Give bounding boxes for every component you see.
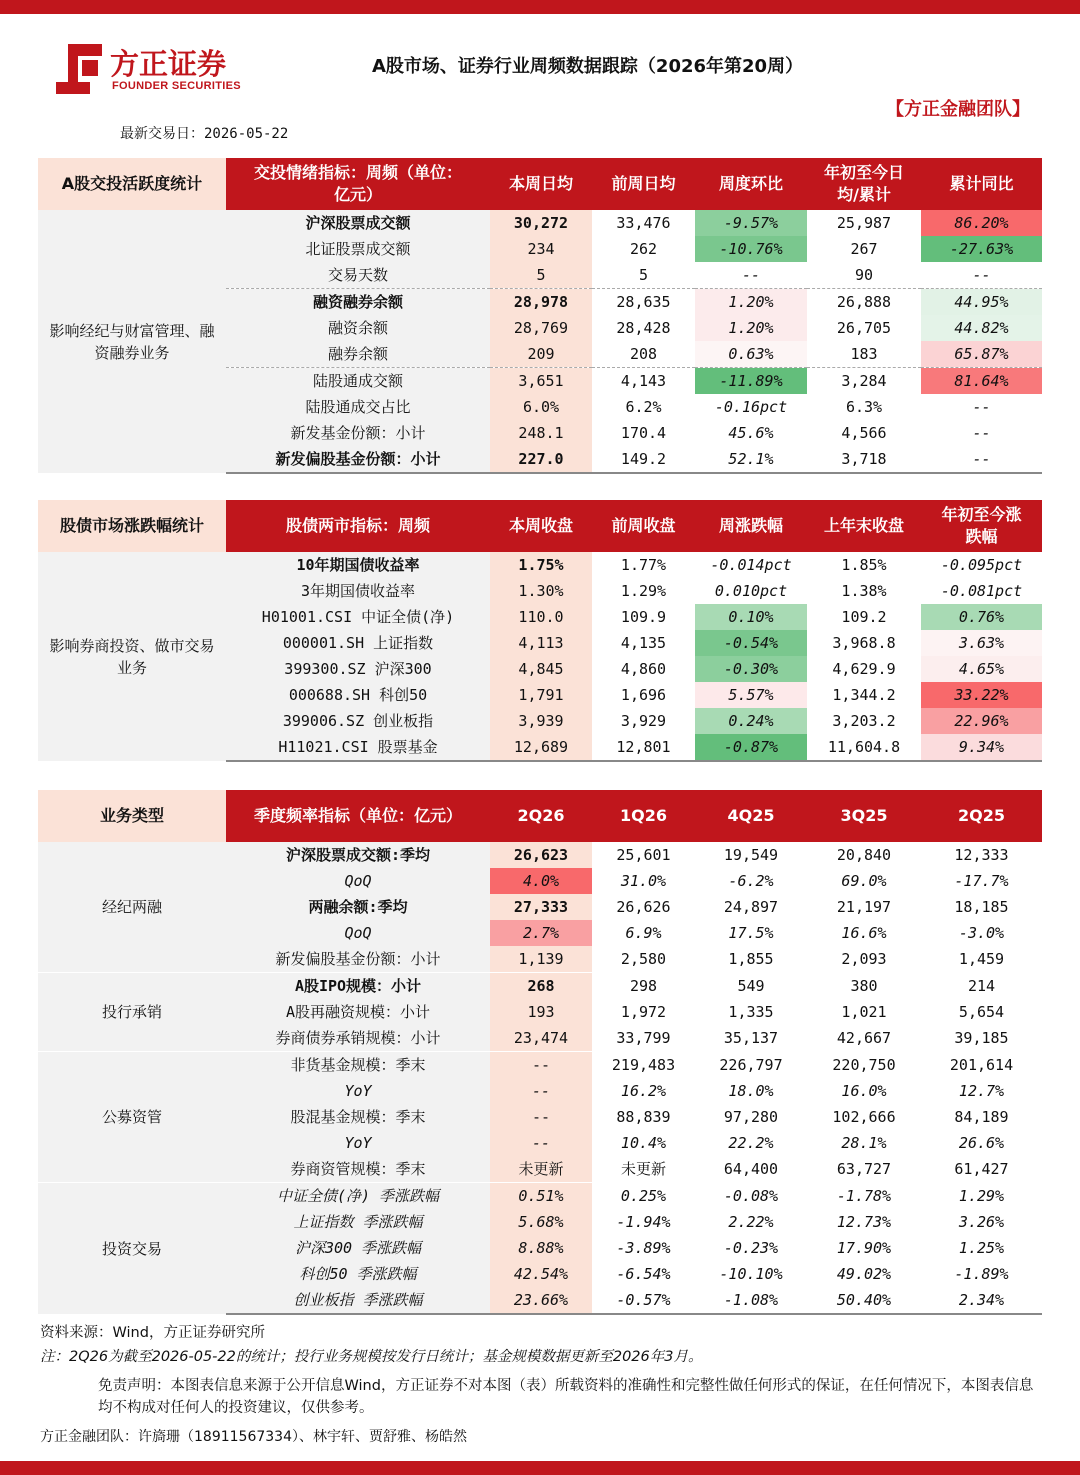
change-value: 0.63% [695, 341, 807, 368]
indicator-name: 创业板指 季涨跌幅 [226, 1287, 490, 1314]
indicator-name: QoQ [226, 868, 490, 894]
quarter-value: 1.29% [958, 1186, 1005, 1205]
ytd-value: 3,718 [807, 446, 921, 473]
yoy-value: -0.095pct [940, 556, 1023, 574]
previous-value: 4,143 [592, 368, 695, 395]
table2-header-indicator: 股债两市指标：周频 [226, 500, 490, 552]
ytd-value: 4,629.9 [832, 660, 896, 678]
indicator-name: 科创50 季涨跌幅 [226, 1261, 490, 1287]
quarter-value: -10.10% [719, 1265, 783, 1283]
quarter-value: 1,855 [728, 950, 774, 969]
indicator-name: 沪深300 季涨跌幅 [226, 1235, 490, 1261]
change-value: -0.54% [695, 630, 807, 656]
quarter-value: 5,654 [958, 1003, 1005, 1021]
quarter-value: 8.88% [490, 1235, 592, 1261]
quarter-value: 未更新 [490, 1156, 592, 1183]
indicator-name: 股混基金规模：季末 [226, 1104, 490, 1130]
quarter-value: 16.0% [841, 1082, 887, 1100]
market-activity-table [38, 158, 1042, 474]
change-value: 0.10% [695, 604, 807, 630]
current-value: 6.0% [490, 394, 592, 420]
quarter-value: 6.9% [625, 924, 662, 942]
row-category: 影响券商投资、做市交易业务 [38, 552, 226, 761]
table3-header-q1: 2Q26 [490, 790, 592, 842]
indicator-name: 陆股通成交额 [226, 368, 490, 395]
latest-trading-date: 最新交易日：2026-05-22 [120, 126, 289, 142]
quarter-value: 64,400 [723, 1160, 779, 1179]
indicator-name: 上证指数 季涨跌幅 [226, 1209, 490, 1235]
indicator-name: 非货基金规模：季末 [226, 1052, 490, 1079]
ytd-value: 4,566 [841, 424, 887, 442]
quarter-value: 10.4% [620, 1134, 667, 1152]
ytd-value: 3,203.2 [832, 712, 896, 730]
ytd-value: 267 [850, 240, 878, 258]
quarter-value: 23,474 [490, 1025, 592, 1052]
indicator-name: 融资余额 [226, 315, 490, 341]
current-value: 110.0 [490, 604, 592, 630]
ytd-value: 26,705 [836, 319, 892, 337]
quarter-value: 1,335 [728, 1003, 774, 1021]
quarter-value: 219,483 [611, 1055, 676, 1074]
indicator-name: 沪深股票成交额:季均 [226, 842, 490, 868]
quarter-value: 42,667 [836, 1029, 892, 1048]
indicator-name: 交易天数 [226, 262, 490, 289]
quarter-value: 26,623 [490, 842, 592, 868]
yoy-value: 65.87% [921, 341, 1042, 368]
quarter-value: 33,799 [616, 1029, 671, 1048]
table3-header-indicator: 季度频率指标（单位：亿元） [226, 790, 490, 842]
ytd-value: 1.85% [841, 556, 887, 574]
table3-header-q2: 1Q26 [592, 790, 695, 842]
current-value: 248.1 [490, 420, 592, 446]
quarter-value: 0.25% [620, 1186, 667, 1205]
indicator-name: YoY [226, 1078, 490, 1104]
table2-header-chg: 周涨跌幅 [695, 500, 807, 552]
table1-category-header: A股交投活跃度统计 [38, 158, 226, 210]
quarter-value: -1.08% [695, 1287, 807, 1314]
current-value: 28,978 [490, 289, 592, 316]
row-category: 经纪两融 [38, 842, 226, 973]
previous-value: 6.2% [625, 398, 662, 416]
previous-value: 33,476 [616, 214, 671, 232]
quarter-value: -3.89% [616, 1239, 671, 1257]
previous-value: 5 [638, 266, 649, 284]
change-value: 1.20% [695, 315, 807, 341]
yoy-value: 44.82% [921, 315, 1042, 341]
table1-body [38, 210, 1042, 473]
yoy-value: 86.20% [921, 210, 1042, 236]
quarter-value: 17.90% [836, 1239, 892, 1257]
table2-body [38, 552, 1042, 761]
current-value: 1.30% [490, 578, 592, 604]
table-row [38, 973, 1042, 1000]
table3-header-q5: 2Q25 [921, 790, 1042, 842]
table-row [38, 210, 1042, 236]
table2-header-prev: 前周收盘 [592, 500, 695, 552]
table3-header-q3: 4Q25 [695, 790, 807, 842]
change-value: 52.1% [695, 446, 807, 473]
quarter-value: 22.2% [728, 1134, 774, 1152]
change-value: 1.20% [695, 289, 807, 316]
change-value: 0.010pct [714, 582, 788, 600]
yoy-value: 4.65% [921, 656, 1042, 682]
change-value: -0.30% [695, 656, 807, 682]
quarter-value: 50.40% [807, 1287, 921, 1314]
quarter-value: 298 [629, 976, 658, 995]
quarter-value: 20,840 [836, 846, 892, 864]
ytd-value: 3,284 [807, 368, 921, 395]
quarter-value: 35,137 [723, 1029, 779, 1048]
quarter-value: 12.7% [958, 1082, 1005, 1100]
indicator-name: 两融余额:季均 [226, 894, 490, 920]
row-category: 公募资管 [38, 1052, 226, 1183]
bottom-accent-bar [0, 1461, 1080, 1475]
current-value: 227.0 [490, 446, 592, 473]
quarter-value: 3.26% [958, 1213, 1005, 1231]
indicator-name: H11021.CSI 股票基金 [226, 734, 490, 761]
indicator-name: 000001.SH 上证指数 [226, 630, 490, 656]
quarter-value: 16.2% [620, 1082, 667, 1100]
yoy-value: 44.95% [921, 289, 1042, 316]
quarter-value: -- [490, 1078, 592, 1104]
current-value: 28,769 [490, 315, 592, 341]
quarter-value: 380 [850, 976, 878, 995]
row-category: 影响经纪与财富管理、融资融券业务 [38, 210, 226, 473]
previous-value: 4,860 [620, 660, 667, 678]
indicator-name: YoY [226, 1130, 490, 1156]
quarter-value: -1.78% [836, 1186, 892, 1205]
previous-value: 170.4 [620, 424, 667, 442]
change-value: -0.87% [695, 734, 807, 761]
yoy-value: -- [972, 424, 991, 442]
previous-value: 28,635 [592, 289, 695, 316]
ytd-value: 90 [854, 266, 874, 284]
quarter-value: 24,897 [723, 898, 779, 916]
current-value: 209 [490, 341, 592, 368]
current-value: 1.75% [490, 552, 592, 578]
ytd-value: 1.38% [841, 582, 887, 600]
quarter-value: 未更新 [620, 1160, 666, 1179]
indicator-name: 新发偏股基金份额：小计 [226, 446, 490, 473]
quarter-value: 193 [490, 999, 592, 1025]
quarter-value: 18,185 [954, 898, 1009, 916]
quarter-value: 268 [490, 973, 592, 1000]
quarter-value: 220,750 [832, 1055, 896, 1074]
top-accent-bar [0, 0, 1080, 14]
quarter-value: 1.25% [958, 1239, 1005, 1257]
current-value: 234 [490, 236, 592, 262]
indicator-name: 3年期国债收益率 [226, 578, 490, 604]
quarter-value: 1,972 [620, 1003, 667, 1021]
quarter-value: -17.7% [954, 872, 1009, 890]
quarter-value: 31.0% [620, 872, 667, 890]
quarter-value: 2.34% [921, 1287, 1042, 1314]
current-value: 3,939 [490, 708, 592, 734]
quarter-value: -6.54% [616, 1265, 671, 1283]
quarterly-business-table [38, 790, 1042, 1315]
yoy-value: 9.34% [921, 734, 1042, 761]
brand-logo [54, 40, 264, 98]
quarter-value: 26,626 [616, 898, 671, 916]
ytd-value: 26,888 [807, 289, 921, 316]
previous-value: 262 [629, 240, 658, 258]
quarter-value: 1,021 [841, 1003, 887, 1021]
brand-name-en: FOUNDER SECURITIES [112, 80, 241, 92]
table2-category-header: 股债市场涨跌幅统计 [38, 500, 226, 552]
footnote: 注：2Q26为截至2026-05-22的统计；投行业务规模按发行日统计；基金规模数据更新至2026年3月。 [40, 1349, 703, 1365]
current-value: 3,651 [490, 368, 592, 395]
quarter-value: 42.54% [490, 1261, 592, 1287]
current-value: 30,272 [490, 210, 592, 236]
quarter-value: 84,189 [954, 1108, 1009, 1126]
quarter-value: 39,185 [954, 1029, 1009, 1048]
quarter-value: 549 [737, 976, 765, 995]
quarter-value: 17.5% [728, 924, 774, 942]
current-value: 1,791 [490, 682, 592, 708]
change-value: -- [741, 266, 761, 284]
quarter-value: 226,797 [719, 1055, 783, 1074]
previous-value: 1.29% [620, 582, 667, 600]
quarter-value: 69.0% [841, 872, 887, 890]
table-row [38, 842, 1042, 868]
quarter-value: 1,459 [958, 950, 1005, 969]
quarter-value: 97,280 [723, 1108, 779, 1126]
quarter-value: 49.02% [836, 1265, 892, 1283]
ytd-value: 1,344.2 [832, 686, 896, 704]
yoy-value: 0.76% [921, 604, 1042, 630]
table1-header-cur: 本周日均 [490, 158, 592, 210]
current-value: 4,113 [490, 630, 592, 656]
quarter-value: 61,427 [954, 1160, 1009, 1179]
indicator-name: 新发基金份额：小计 [226, 420, 490, 446]
yoy-value: -- [972, 398, 991, 416]
quarter-value: 1,139 [490, 946, 592, 973]
quarter-value: 88,839 [616, 1108, 671, 1126]
page-title: A股市场、证券行业周频数据跟踪（2026年第20周） [372, 56, 804, 77]
quarter-value: -1.89% [954, 1265, 1009, 1283]
quarter-value: -6.2% [728, 872, 774, 890]
indicator-name: A股IPO规模：小计 [226, 973, 490, 1000]
table1-header-prev: 前周日均 [592, 158, 695, 210]
brand-name-cn: 方正证券 [110, 47, 227, 81]
indicator-name: 399300.SZ 沪深300 [226, 656, 490, 682]
table1-header-chg: 周度环比 [695, 158, 807, 210]
quarter-value: 23.66% [490, 1287, 592, 1314]
founder-logo-icon [54, 42, 104, 96]
yoy-value: -27.63% [921, 236, 1042, 262]
quarter-value: -0.23% [723, 1239, 779, 1257]
indicator-name: 新发偏股基金份额：小计 [226, 946, 490, 973]
ytd-value: 6.3% [845, 398, 883, 416]
indicator-name: 融资融券余额 [226, 289, 490, 316]
yoy-value: 22.96% [921, 708, 1042, 734]
indicator-name: QoQ [226, 920, 490, 946]
quarter-value: 12,333 [954, 846, 1009, 864]
table3-body [38, 842, 1042, 1314]
quarter-value: 2,580 [620, 950, 667, 969]
quarter-value: 16.6% [841, 924, 887, 942]
change-value: 5.57% [695, 682, 807, 708]
indicator-name: 北证股票成交额 [226, 236, 490, 262]
indicator-name: 券商债券承销规模：小计 [226, 1025, 490, 1052]
table1-header-indicator: 交投情绪指标：周频（单位：亿元） [226, 158, 490, 210]
quarter-value: 2,093 [841, 950, 887, 969]
team-label: 【方正金融团队】 [886, 99, 1030, 120]
indicator-name: 融券余额 [226, 341, 490, 368]
table2-header-ytd: 上年末收盘 [807, 500, 921, 552]
indicator-name: 10年期国债收益率 [226, 552, 490, 578]
quarter-value: -1.94% [616, 1213, 671, 1231]
current-value: 12,689 [490, 734, 592, 761]
change-value: 0.24% [695, 708, 807, 734]
ytd-value: 11,604.8 [807, 734, 921, 761]
indicator-name: A股再融资规模：小计 [226, 999, 490, 1025]
previous-value: 4,135 [620, 634, 667, 652]
change-value: -0.16pct [714, 398, 788, 416]
indicator-name: 000688.SH 科创50 [226, 682, 490, 708]
quarter-value: 21,197 [836, 898, 892, 916]
indicator-name: 券商资管规模：季末 [226, 1156, 490, 1183]
quarter-value: 12.73% [836, 1213, 892, 1231]
previous-value: 109.9 [620, 608, 667, 626]
table-row [38, 1183, 1042, 1210]
row-category: 投资交易 [38, 1183, 226, 1315]
quarter-value: 214 [967, 976, 996, 995]
quarter-value: 28.1% [841, 1134, 887, 1152]
previous-value: 1,696 [620, 686, 667, 704]
quarter-value: 102,666 [832, 1108, 896, 1126]
change-value: -10.76% [695, 236, 807, 262]
ytd-value: 183 [850, 345, 878, 363]
quarter-value: 19,549 [723, 846, 779, 864]
indicator-name: 399006.SZ 创业板指 [226, 708, 490, 734]
table1-header-yoy: 累计同比 [921, 158, 1042, 210]
team-members: 方正金融团队：许旖珊（18911567334）、林宇轩、贾舒雅、杨皓然 [40, 1429, 467, 1445]
quarter-value: -- [490, 1052, 592, 1079]
indicator-name: H01001.CSI 中证全债(净) [226, 604, 490, 630]
table-row [38, 552, 1042, 578]
row-category: 投行承销 [38, 973, 226, 1052]
table1-header-ytd: 年初至今日均/累计 [807, 158, 921, 210]
market-returns-table [38, 500, 1042, 762]
quarter-value: -0.08% [723, 1186, 779, 1205]
yoy-value: 33.22% [921, 682, 1042, 708]
table3-category-header: 业务类型 [38, 790, 226, 842]
quarter-value: 5.68% [490, 1209, 592, 1235]
change-value: -11.89% [695, 368, 807, 395]
ytd-value: 3,968.8 [832, 634, 896, 652]
table3-header-q4: 3Q25 [807, 790, 921, 842]
yoy-value: -0.081pct [940, 582, 1023, 600]
quarter-value: 4.0% [490, 868, 592, 894]
quarter-value: 63,727 [836, 1160, 892, 1179]
previous-value: 3,929 [620, 712, 667, 730]
quarter-value: 0.51% [490, 1183, 592, 1210]
quarter-value: -0.57% [592, 1287, 695, 1314]
quarter-value: 2.7% [490, 920, 592, 946]
yoy-value: 81.64% [921, 368, 1042, 395]
indicator-name: 中证全债(净) 季涨跌幅 [226, 1183, 490, 1210]
quarter-value: 26.6% [958, 1134, 1005, 1152]
indicator-name: 沪深股票成交额 [226, 210, 490, 236]
previous-value: 28,428 [616, 319, 671, 337]
data-source: 资料来源：Wind，方正证券研究所 [40, 1325, 265, 1341]
indicator-name: 陆股通成交占比 [226, 394, 490, 420]
previous-value: 208 [629, 345, 658, 363]
yoy-value: 3.63% [921, 630, 1042, 656]
change-value: -0.014pct [710, 556, 792, 574]
quarter-value: 201,614 [949, 1055, 1014, 1074]
change-value: 45.6% [728, 424, 774, 442]
quarter-value: -3.0% [958, 924, 1005, 942]
previous-value: 1.77% [620, 556, 667, 574]
disclaimer: 免责声明：本图表信息来源于公开信息Wind，方正证券不对本图（表）所载资料的准确性和完整性做任何形式的保证，在任何情况下，本图表信息均不构成对任何人的投资建议，仅供参考。 [98, 1378, 1034, 1416]
quarter-value: -- [490, 1130, 592, 1156]
previous-value: 12,801 [592, 734, 695, 761]
table-row [38, 1052, 1042, 1079]
ytd-value: 25,987 [836, 214, 892, 232]
ytd-value: 109.2 [841, 608, 887, 626]
quarter-value: 18.0% [728, 1082, 774, 1100]
table2-header-yoy: 年初至今涨跌幅 [921, 500, 1042, 552]
yoy-value: -- [972, 266, 991, 284]
quarter-value: 25,601 [616, 846, 671, 864]
previous-value: 149.2 [592, 446, 695, 473]
yoy-value: -- [921, 446, 1042, 473]
current-value: 5 [490, 262, 592, 289]
quarter-value: -- [490, 1104, 592, 1130]
current-value: 4,845 [490, 656, 592, 682]
quarter-value: 27,333 [490, 894, 592, 920]
change-value: -9.57% [695, 210, 807, 236]
quarter-value: 2.22% [728, 1213, 774, 1231]
table2-header-cur: 本周收盘 [490, 500, 592, 552]
